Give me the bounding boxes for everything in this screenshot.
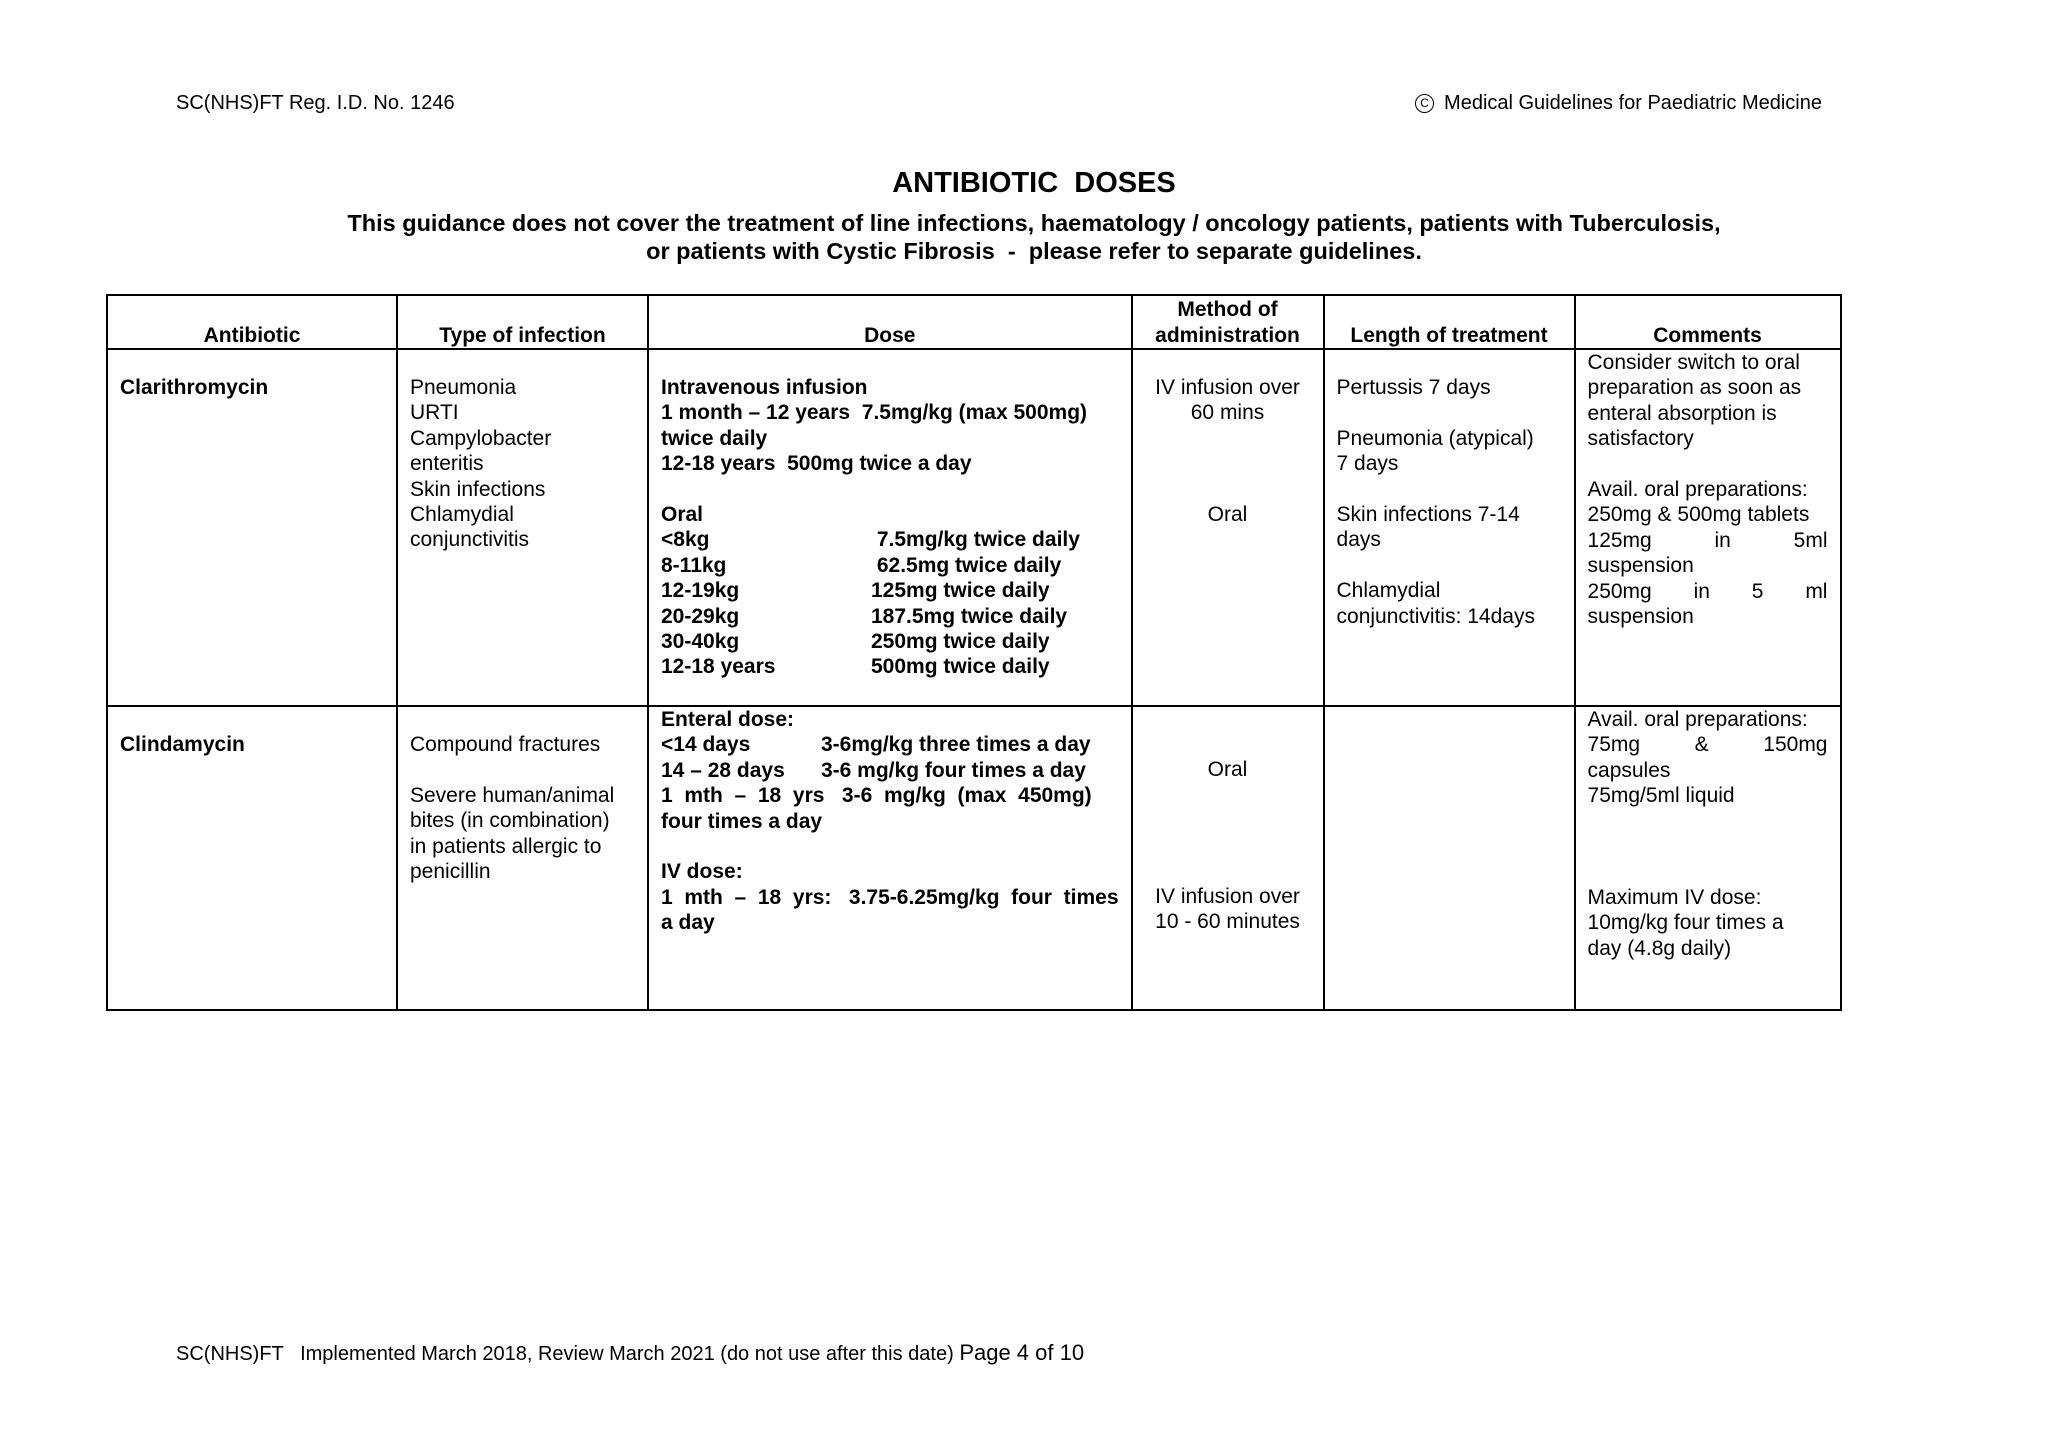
comment-text: preparation as soon as <box>1587 376 1802 400</box>
comment-word: 5 <box>1751 579 1764 603</box>
header-comments: Comments <box>1575 295 1841 349</box>
spacer <box>1337 477 1562 502</box>
dose-oral-row <box>661 553 1119 578</box>
dose-amount: 3-6 mg/kg four times a day <box>821 758 1086 782</box>
spacer <box>1588 809 1828 834</box>
dose-weight: 30-40kg <box>661 630 740 654</box>
comment-word: ml <box>1805 579 1828 603</box>
table-row <box>107 349 1841 706</box>
header-method <box>1132 295 1324 349</box>
infection-item: conjunctivitis <box>410 528 530 552</box>
spacer <box>1145 808 1311 833</box>
spacer <box>410 757 635 782</box>
cell-dose <box>648 706 1132 1010</box>
antibiotic-name: Clarithromycin <box>120 376 269 399</box>
infection-item: in patients allergic to <box>410 834 602 858</box>
comment-text: capsules <box>1587 758 1671 782</box>
method-text: Oral <box>1207 758 1248 781</box>
comment-word: 250mg <box>1587 579 1652 603</box>
dose-oral-row <box>661 527 1119 552</box>
spacer <box>661 477 1119 502</box>
length-text: 7 days <box>1336 452 1399 476</box>
dose-weight: 12-18 years <box>661 655 776 679</box>
header-reg-id: SC(NHS)FT Reg. I.D. No. 1246 <box>176 92 455 114</box>
length-text: Skin infections 7-14 <box>1336 503 1520 526</box>
dose-enteral-row <box>661 732 1119 757</box>
dose-iv-line: twice daily <box>661 426 768 450</box>
header-method-line-1: Method of <box>1177 298 1278 322</box>
header-infection: Type of infection <box>397 295 648 349</box>
method-text: 10 - 60 minutes <box>1155 910 1300 934</box>
dose-weight: <8kg <box>661 528 710 552</box>
dose-oral-row <box>661 604 1119 629</box>
dose-oral-row <box>661 629 1119 654</box>
dose-oral-row <box>661 654 1119 679</box>
cell-antibiotic <box>107 706 397 1010</box>
length-text: Pertussis 7 days <box>1336 376 1491 399</box>
dose-enteral-row <box>661 758 1119 783</box>
subtitle-line-2: or patients with Cystic Fibrosis - please refer to separate guidelines. <box>646 238 1422 264</box>
comment-word: 5ml <box>1793 528 1828 552</box>
infection-item: Chlamydial <box>410 503 514 527</box>
subtitle-line-1: This guidance does not cover the treatment of line infections, haematology / oncology patients, patients with Tuberculosis, <box>347 210 1721 236</box>
cell-infection <box>397 706 648 1010</box>
dose-amount: 7.5mg/kg twice daily <box>871 528 1080 552</box>
cell-comments <box>1575 349 1841 706</box>
length-text: days <box>1336 528 1381 552</box>
dose-line: a day <box>661 911 715 935</box>
dose-iv-line: 1 month – 12 years 7.5mg/kg (max 500mg) <box>661 401 1088 425</box>
copyright-icon: C <box>1415 94 1434 113</box>
footer-implementation-text: SC(NHS)FT Implemented March 2018, Review March 2021 (do not use after this date) <box>176 1343 954 1365</box>
dose-amount: 62.5mg twice daily <box>871 553 1062 577</box>
dose-age: 14 – 28 days <box>661 758 785 782</box>
dose-line: 1 mth – 18 yrs 3-6 mg/kg (max 450mg) <box>661 784 1092 808</box>
header-method-line-2: administration <box>1155 323 1300 347</box>
page-title: ANTIBIOTIC DOSES <box>892 167 1176 199</box>
comment-text: Consider switch to oral <box>1587 351 1800 374</box>
comment-text: enteral absorption is <box>1587 401 1777 425</box>
dose-line: four times a day <box>661 809 823 833</box>
cell-method <box>1132 706 1324 1010</box>
infection-item: URTI <box>410 401 459 425</box>
header-antibiotic: Antibiotic <box>107 295 397 349</box>
dose-enteral-title: Enteral dose: <box>661 708 795 731</box>
page-number: Page 4 of 10 <box>959 1340 1085 1365</box>
dose-amount: 125mg twice daily <box>871 579 1050 603</box>
spacer <box>1145 782 1311 807</box>
infection-item: Severe human/animal <box>410 783 615 807</box>
cell-antibiotic <box>107 349 397 706</box>
comment-justified-line <box>1588 579 1828 604</box>
dose-weight: 8-11kg <box>661 553 727 577</box>
dose-amount: 500mg twice daily <box>871 655 1050 679</box>
infection-item: Compound fractures <box>410 733 601 756</box>
spacer <box>1588 834 1828 859</box>
spacer <box>1588 859 1828 884</box>
comment-text: day (4.8g daily) <box>1587 936 1732 960</box>
comment-word: in <box>1714 528 1731 552</box>
comment-text: 10mg/kg four times a <box>1587 911 1784 935</box>
page-subtitle <box>0 209 2048 265</box>
cell-infection <box>397 349 648 706</box>
infection-item: Campylobacter <box>410 426 552 450</box>
dose-oral-row <box>661 578 1119 603</box>
method-text: IV infusion over <box>1155 376 1300 399</box>
spacer <box>1588 452 1828 477</box>
table-header-row <box>107 295 1841 349</box>
dose-iv-title: Intravenous infusion <box>661 376 868 399</box>
dose-age: <14 days <box>661 733 751 757</box>
dose-amount: 250mg twice daily <box>871 630 1050 654</box>
cell-length <box>1324 706 1575 1010</box>
comment-word: 125mg <box>1587 528 1652 552</box>
header-right <box>1415 92 1822 115</box>
spacer <box>1145 426 1311 451</box>
infection-item: Pneumonia <box>410 376 517 399</box>
comment-word: 150mg <box>1763 733 1828 757</box>
cell-dose <box>648 349 1132 706</box>
cell-length <box>1324 349 1575 706</box>
comment-justified-line <box>1588 528 1828 553</box>
method-text: Oral <box>1207 502 1248 526</box>
dose-oral-title: Oral <box>661 503 704 527</box>
dose-amount: 3-6mg/kg three times a day <box>821 733 1091 757</box>
spacer <box>1337 553 1562 578</box>
infection-item: enteritis <box>410 452 484 476</box>
spacer <box>1145 477 1311 502</box>
infection-item: bites (in combination) <box>410 809 610 833</box>
comment-text: Maximum IV dose: <box>1587 885 1762 909</box>
length-text: Chlamydial <box>1336 579 1441 603</box>
method-text: 60 mins <box>1190 401 1265 425</box>
comment-text: 250mg & 500mg tablets <box>1587 503 1810 527</box>
antibiotic-name: Clindamycin <box>120 733 245 756</box>
comment-word: 75mg <box>1587 733 1641 757</box>
spacer <box>1337 400 1562 425</box>
comment-text: Avail. oral preparations: <box>1587 478 1808 502</box>
table-row <box>107 706 1841 1010</box>
infection-item: Skin infections <box>410 477 546 501</box>
comment-text: suspension <box>1587 554 1694 578</box>
length-text: conjunctivitis: 14days <box>1336 604 1535 628</box>
spacer <box>1145 859 1311 884</box>
dose-line: 1 mth – 18 yrs: 3.75-6.25mg/kg four times <box>661 885 1119 909</box>
spacer <box>1145 451 1311 476</box>
comment-text: Avail. oral preparations: <box>1587 708 1808 731</box>
dose-iv-line: 12-18 years 500mg twice a day <box>661 452 972 476</box>
header-dose: Dose <box>648 295 1132 349</box>
antibiotic-dose-table <box>106 294 1842 1011</box>
header-guideline-title: Medical Guidelines for Paediatric Medicine <box>1444 92 1822 114</box>
infection-item: penicillin <box>410 860 491 884</box>
cell-comments <box>1575 706 1841 1010</box>
dose-amount: 187.5mg twice daily <box>871 604 1068 628</box>
comment-word: in <box>1693 579 1710 603</box>
length-text: Pneumonia (atypical) <box>1336 426 1534 450</box>
spacer <box>661 834 1119 859</box>
page-footer <box>176 1340 1084 1366</box>
method-text: IV infusion over <box>1155 884 1300 908</box>
comment-justified-line <box>1588 732 1828 757</box>
dose-weight: 20-29kg <box>661 604 740 628</box>
comment-text: 75mg/5ml liquid <box>1587 784 1735 808</box>
spacer <box>1145 833 1311 858</box>
header-length: Length of treatment <box>1324 295 1575 349</box>
dose-weight: 12-19kg <box>661 579 740 603</box>
comment-text: satisfactory <box>1587 427 1694 451</box>
dose-iv-title: IV dose: <box>661 860 743 884</box>
comment-text: suspension <box>1587 605 1694 629</box>
comment-word: & <box>1694 733 1709 757</box>
cell-method <box>1132 349 1324 706</box>
